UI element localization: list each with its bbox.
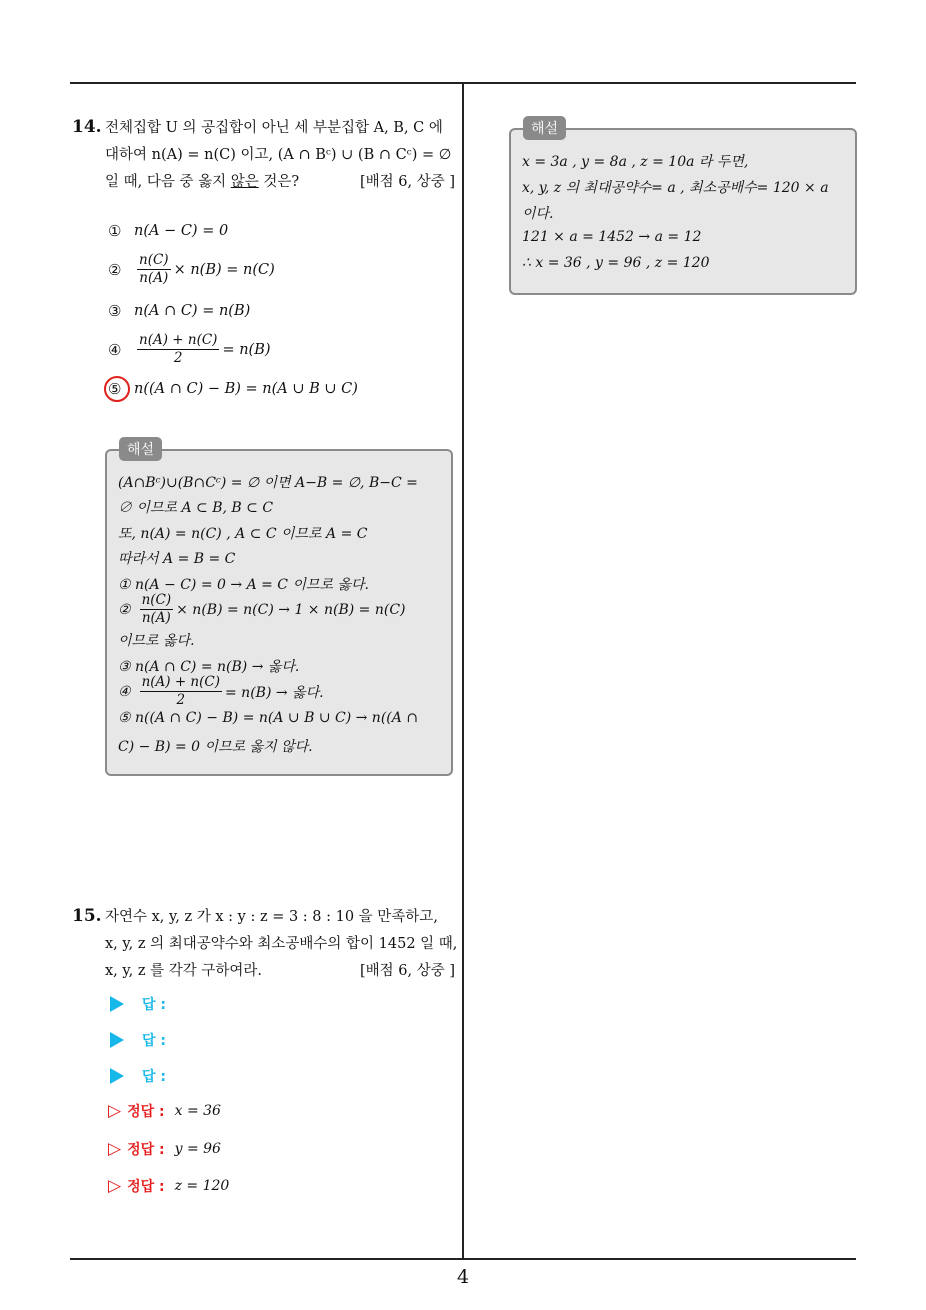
correct-value-2: y = 96 xyxy=(174,1141,221,1157)
choice-4-numerator: n(A) + n(C) xyxy=(139,332,218,348)
solution-14-line-9-denominator: 2 xyxy=(176,692,186,708)
solution-14-line-8: ③ n(A ∩ C) = n(B) → 옳다. xyxy=(118,659,300,675)
question-14-line-3 xyxy=(105,169,455,196)
question-14-points: [배점 6, 상중 ] xyxy=(359,174,455,190)
choice-2-text: × n(B) = n(C) xyxy=(173,261,275,278)
choice-4[interactable] xyxy=(108,332,271,367)
solution-14-line-1: (A∩Bᶜ)∪(B∩Cᶜ) = ∅ 이면 A−B = ∅, B−C = xyxy=(118,475,418,491)
question-14-line-2: 대하여 n(A) = n(C) 이고, (A ∩ Bᶜ) ∪ (B ∩ Cᶜ) = ∅ xyxy=(105,147,452,163)
answer-label-3: 답 : xyxy=(142,1069,166,1085)
correct-answer-1 xyxy=(108,1101,221,1121)
question-15-points: [배점 6, 상중 ] xyxy=(359,963,455,979)
column-divider xyxy=(462,83,464,1259)
choice-4-text: = n(B) xyxy=(222,341,271,358)
question-15-line-2: x, y, z 의 최대공약수와 최소공배수의 합이 1452 일 때, xyxy=(105,936,458,952)
answer-label-2: 답 : xyxy=(142,1033,166,1049)
solution-14-line-4: 따라서 A = B = C xyxy=(118,551,236,567)
selected-answer-circle-icon xyxy=(104,376,130,402)
choice-1[interactable] xyxy=(108,222,228,240)
solution-14-line-6-text: × n(B) = n(C) → 1 × n(B) = n(C) xyxy=(176,601,406,618)
solution-15-line-1: x = 3a , y = 8a , z = 10a 라 두면, xyxy=(522,154,749,170)
bottom-rule xyxy=(70,1258,856,1260)
answer-field-2[interactable] xyxy=(110,1030,166,1050)
question-14-text xyxy=(105,115,455,196)
solution-14-line-6-denominator: n(A) xyxy=(141,610,171,626)
choice-2-number: ② xyxy=(108,260,122,279)
choice-4-number: ④ xyxy=(108,340,122,359)
play-triangle-icon xyxy=(110,1032,124,1048)
question-15-text xyxy=(105,904,458,985)
question-15-line-3-text: x, y, z 를 각각 구하여라. xyxy=(105,963,263,979)
correct-answer-3 xyxy=(108,1176,229,1196)
choice-5[interactable] xyxy=(108,380,358,398)
question-14-number: 14. xyxy=(72,117,102,137)
solution-15-line-4: 121 × a = 1452 → a = 12 xyxy=(522,229,702,245)
solution-14-line-7: 이므로 옳다. xyxy=(118,633,195,649)
solution-14-line-3: 또, n(A) = n(C) , A ⊂ C 이므로 A = C xyxy=(118,526,368,542)
solution-14-line-9-numerator: n(A) + n(C) xyxy=(141,674,220,690)
question-15-line-1: 자연수 x, y, z 가 x : y : z = 3 : 8 : 10 을 만족하고, xyxy=(105,909,438,925)
choice-3[interactable] xyxy=(108,302,250,320)
choice-3-number: ③ xyxy=(108,302,122,320)
solution-14-line-6-numerator: n(C) xyxy=(141,592,172,608)
correct-label-2: 정답 : xyxy=(127,1142,165,1158)
question-14-line-3-head: 일 때, 다음 중 옳지 xyxy=(105,174,231,190)
answer-label-1: 답 : xyxy=(142,997,166,1013)
question-14-line-1: 전체집합 U 의 공집합이 아닌 세 부분집합 A, B, C 에 xyxy=(105,120,443,136)
solution-14-line-9-fraction xyxy=(140,674,222,709)
choice-2-fraction xyxy=(137,252,171,287)
correct-answer-2 xyxy=(108,1139,221,1159)
solution-15-tab: 해설 xyxy=(523,116,566,140)
solution-14-tab: 해설 xyxy=(119,437,162,461)
choice-4-denominator: 2 xyxy=(173,350,183,366)
solution-15-line-5: ∴ x = 36 , y = 96 , z = 120 xyxy=(522,255,710,271)
outline-triangle-icon: ▷ xyxy=(108,1176,122,1196)
question-15-number: 15. xyxy=(72,906,102,926)
outline-triangle-icon: ▷ xyxy=(108,1139,122,1159)
question-15-line-3 xyxy=(105,958,455,985)
solution-14-line-11: C) − B) = 0 이므로 옳지 않다. xyxy=(118,739,313,755)
answer-field-1[interactable] xyxy=(110,994,166,1014)
play-triangle-icon xyxy=(110,1068,124,1084)
correct-value-1: x = 36 xyxy=(174,1103,221,1119)
solution-14-line-10: ⑤ n((A ∩ C) − B) = n(A ∪ B ∪ C) → n((A ∩ xyxy=(118,710,419,726)
solution-14-line-5: ① n(A − C) = 0 → A = C 이므로 옳다. xyxy=(118,577,369,593)
solution-14-line-6-number: ② xyxy=(118,601,131,618)
choice-5-text: n((A ∩ C) − B) = n(A ∪ B ∪ C) xyxy=(134,381,358,397)
choice-1-number: ① xyxy=(108,222,122,240)
solution-14-line-6 xyxy=(118,592,406,627)
choice-1-text: n(A − C) = 0 xyxy=(134,223,229,239)
correct-label-1: 정답 : xyxy=(127,1104,165,1120)
question-14-underlined: 않은 xyxy=(230,174,259,190)
choice-2[interactable] xyxy=(108,252,275,287)
solution-14-line-9-number: ④ xyxy=(118,683,131,700)
choice-4-fraction xyxy=(137,332,219,367)
page-number: 4 xyxy=(456,1266,470,1288)
play-triangle-icon xyxy=(110,996,124,1012)
choice-5-number: ⑤ xyxy=(108,380,122,398)
solution-14-line-9 xyxy=(118,674,324,709)
correct-value-3: z = 120 xyxy=(174,1178,230,1194)
question-14-line-3-tail: 것은? xyxy=(258,174,300,190)
choice-2-numerator: n(C) xyxy=(139,252,169,268)
answer-field-3[interactable] xyxy=(110,1066,166,1086)
solution-15-line-2: x, y, z 의 최대공약수= a , 최소공배수= 120 × a xyxy=(522,180,829,196)
choice-3-text: n(A ∩ C) = n(B) xyxy=(134,303,251,319)
solution-15-line-3: 이다. xyxy=(522,206,554,222)
choice-2-denominator: n(A) xyxy=(139,270,169,286)
correct-label-3: 정답 : xyxy=(127,1179,165,1195)
solution-14-line-6-fraction xyxy=(140,592,174,627)
solution-14-line-9-text: = n(B) → 옳다. xyxy=(225,684,324,701)
solution-14-line-2: ∅ 이므로 A ⊂ B, B ⊂ C xyxy=(118,500,274,516)
outline-triangle-icon: ▷ xyxy=(108,1101,122,1121)
